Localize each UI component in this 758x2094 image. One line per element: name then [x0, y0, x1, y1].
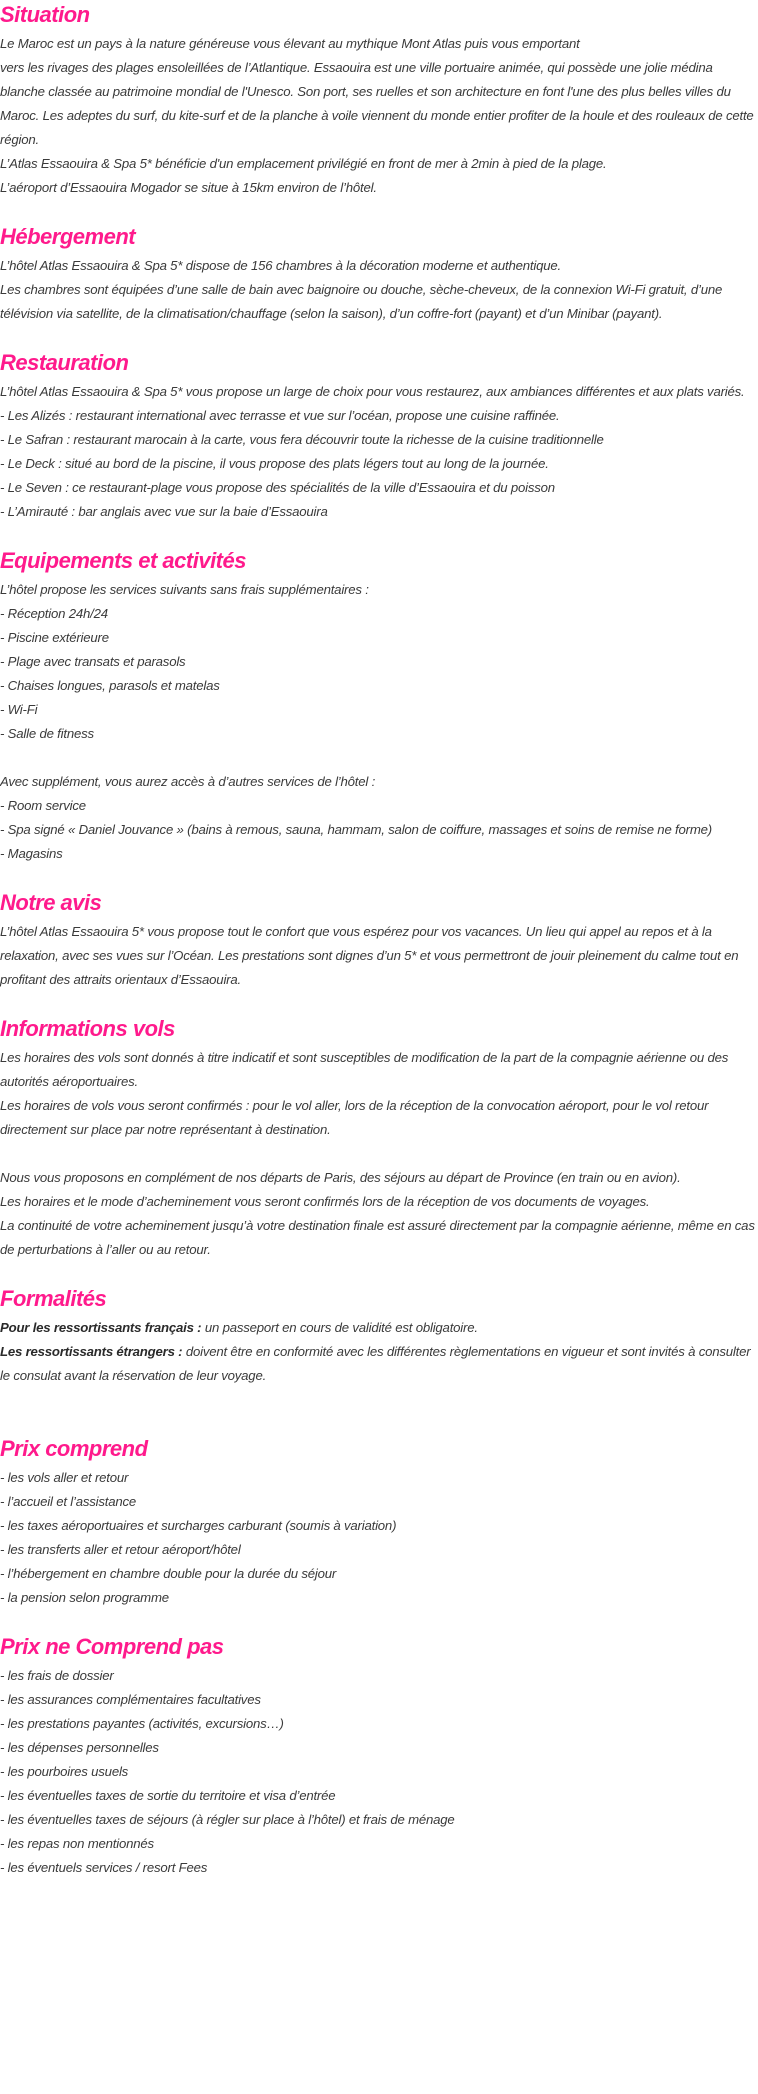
- paragraph-line: L’hôtel Atlas Essaouira 5* vous propose tout le confort que vous espérez pour vos vacances. Un lieu qui appel au repos et à la relaxation, avec ses vues sur l’Océan. Les prestations sont dignes d’un 5* et vous permettront de jouir pleinement du calme tout en profitant des attraits orientaux d’Essaouira.: [0, 924, 739, 987]
- section-body: [0, 32, 756, 200]
- paragraph-line: L’hôtel Atlas Essaouira & Spa 5* vous propose un large de choix pour vous restaurez, aux ambiances différentes et aux plats variés.: [0, 384, 745, 399]
- paragraph-line: Les horaires de vols vous seront confirmés : pour le vol aller, lors de la réception de la convocation aéroport, pour le vol retour directement sur place par notre représentant à destination.: [0, 1098, 709, 1137]
- list-item: - Piscine extérieure: [0, 630, 109, 645]
- list-item: - les taxes aéroportuaires et surcharges carburant (soumis à variation): [0, 1518, 397, 1533]
- formalite-text: doivent être en conformité avec les différentes règlementations en vigueur et sont invités à consulter le consulat avant la réservation de leur voyage.: [0, 1344, 751, 1383]
- list-item: - Les Alizés : restaurant international avec terrasse et vue sur l’océan, propose une cuisine raffinée.: [0, 408, 560, 423]
- list-item: - les éventuels services / resort Fees: [0, 1860, 208, 1875]
- list-item: - Le Deck : situé au bord de la piscine, il vous propose des plats légers tout au long de la journée.: [0, 456, 549, 471]
- formalite-label: Pour les ressortissants français :: [0, 1320, 202, 1335]
- list-item: - Magasins: [0, 846, 63, 861]
- list-item: - les assurances complémentaires facultatives: [0, 1692, 261, 1707]
- list-item: - l’accueil et l’assistance: [0, 1494, 137, 1509]
- section-title: Situation: [0, 2, 90, 27]
- spacer: [0, 1388, 756, 1412]
- section-informations-vols: [0, 1014, 756, 1262]
- section-body: [0, 1664, 756, 1880]
- section-prix-comprend: [0, 1434, 756, 1610]
- paragraph-line: L’Atlas Essaouira & Spa 5* bénéficie d'un emplacement privilégié en front de mer à 2min à pied de la plage.: [0, 156, 607, 171]
- list-item: - les vols aller et retour: [0, 1470, 129, 1485]
- section-notre-avis: [0, 888, 756, 992]
- list-item: - Le Safran : restaurant marocain à la carte, vous fera découvrir toute la richesse de la cuisine traditionnelle: [0, 432, 604, 447]
- list-item: - les transferts aller et retour aéroport/hôtel: [0, 1542, 241, 1557]
- list-item: - les pourboires usuels: [0, 1764, 129, 1779]
- list-item: - les éventuelles taxes de séjours (à régler sur place à l’hôtel) et frais de ménage: [0, 1812, 455, 1827]
- paragraph-line: [0, 746, 756, 770]
- list-item: - les prestations payantes (activités, excursions…): [0, 1716, 284, 1731]
- formalite-label: Les ressortissants étrangers :: [0, 1344, 183, 1359]
- list-item: - la pension selon programme: [0, 1590, 169, 1605]
- list-item: - Spa signé « Daniel Jouvance » (bains à remous, sauna, hammam, salon de coiffure, massages et soins de remise ne forme): [0, 822, 712, 837]
- list-item: - Le Seven : ce restaurant-plage vous propose des spécialités de la ville d’Essaouira et du poisson: [0, 480, 555, 495]
- section-situation: [0, 0, 756, 200]
- paragraph-line: La continuité de votre acheminement jusqu’à votre destination finale est assuré directement par la compagnie aérienne, même en cas de perturbations à l’aller ou au retour.: [0, 1218, 755, 1257]
- formalite-text: un passeport en cours de validité est obligatoire.: [201, 1320, 478, 1335]
- section-equipements-et-activit-s: [0, 546, 756, 866]
- paragraph-line: Les chambres sont équipées d’une salle de bain avec baignoire ou douche, sèche-cheveux, de la connexion Wi-Fi gratuit, d’une télévision via satellite, de la climatisation/chauffage (selon la saison), d’un coffre-fort (payant) et d’un Minibar (payant).: [0, 282, 723, 321]
- formalite-item: [0, 1316, 756, 1340]
- section-title: Notre avis: [0, 890, 102, 915]
- section-title: Formalités: [0, 1286, 107, 1311]
- section-h-bergement: [0, 222, 756, 326]
- list-item: - les frais de dossier: [0, 1668, 114, 1683]
- list-item: - Plage avec transats et parasols: [0, 654, 186, 669]
- list-item: - L’Amirauté : bar anglais avec vue sur la baie d’Essaouira: [0, 504, 328, 519]
- paragraph-line: L’hôtel propose les services suivants sans frais supplémentaires :: [0, 582, 369, 597]
- list-item: - les éventuelles taxes de sortie du territoire et visa d’entrée: [0, 1788, 336, 1803]
- list-item: - les repas non mentionnés: [0, 1836, 154, 1851]
- list-item: - Chaises longues, parasols et matelas: [0, 678, 220, 693]
- section-body: [0, 1316, 756, 1412]
- section-body: [0, 578, 756, 866]
- section-body: [0, 380, 756, 524]
- section-prix-ne-comprend-pas: [0, 1632, 756, 1880]
- section-title: Prix comprend: [0, 1436, 148, 1461]
- section-formalites: [0, 1284, 756, 1412]
- list-item: - l’hébergement en chambre double pour la durée du séjour: [0, 1566, 337, 1581]
- section-body: [0, 254, 756, 326]
- section-title: Informations vols: [0, 1016, 175, 1041]
- paragraph-line: Le Maroc est un pays à la nature généreuse vous élevant au mythique Mont Atlas puis vous emportant: [0, 36, 580, 51]
- section-title: Equipements et activités: [0, 548, 246, 573]
- paragraph-line: Les horaires des vols sont donnés à titre indicatif et sont susceptibles de modification de la part de la compagnie aérienne ou des autorités aéroportuaires.: [0, 1050, 729, 1089]
- paragraph-line: vers les rivages des plages ensoleillées de l’Atlantique. Essaouira est une ville portuaire animée, qui possède une jolie médina blanche classée au patrimoine mondial de l'Unesco. Son port, ses ruelles et son architecture en font l'une des plus belles villes du Maroc. Les adeptes du surf, du kite-surf et de la planche à voile viennent du monde entier profiter de la houle et des rouleaux de cette région.: [0, 60, 754, 147]
- section-body: [0, 1466, 756, 1610]
- section-title: Prix ne Comprend pas: [0, 1634, 224, 1659]
- section-body: [0, 1046, 756, 1262]
- section-body: [0, 920, 756, 992]
- paragraph-line: L’hôtel Atlas Essaouira & Spa 5* dispose de 156 chambres à la décoration moderne et authentique.: [0, 258, 561, 273]
- paragraph-line: Les horaires et le mode d’acheminement vous seront confirmés lors de la réception de vos documents de voyages.: [0, 1194, 650, 1209]
- paragraph-line: L’aéroport d’Essaouira Mogador se situe à 15km environ de l’hôtel.: [0, 180, 377, 195]
- section-restauration: [0, 348, 756, 524]
- list-item: - Wi-Fi: [0, 702, 38, 717]
- formalite-item: [0, 1340, 756, 1388]
- list-item: - Salle de fitness: [0, 726, 94, 741]
- list-item: - Réception 24h/24: [0, 606, 108, 621]
- section-title: Restauration: [0, 350, 129, 375]
- list-item: - les dépenses personnelles: [0, 1740, 159, 1755]
- paragraph-line: Avec supplément, vous aurez accès à d’autres services de l’hôtel :: [0, 774, 376, 789]
- list-item: - Room service: [0, 798, 86, 813]
- paragraph-line: [0, 1142, 756, 1166]
- section-title: Hébergement: [0, 224, 136, 249]
- paragraph-line: Nous vous proposons en complément de nos départs de Paris, des séjours au départ de Province (en train ou en avion).: [0, 1170, 681, 1185]
